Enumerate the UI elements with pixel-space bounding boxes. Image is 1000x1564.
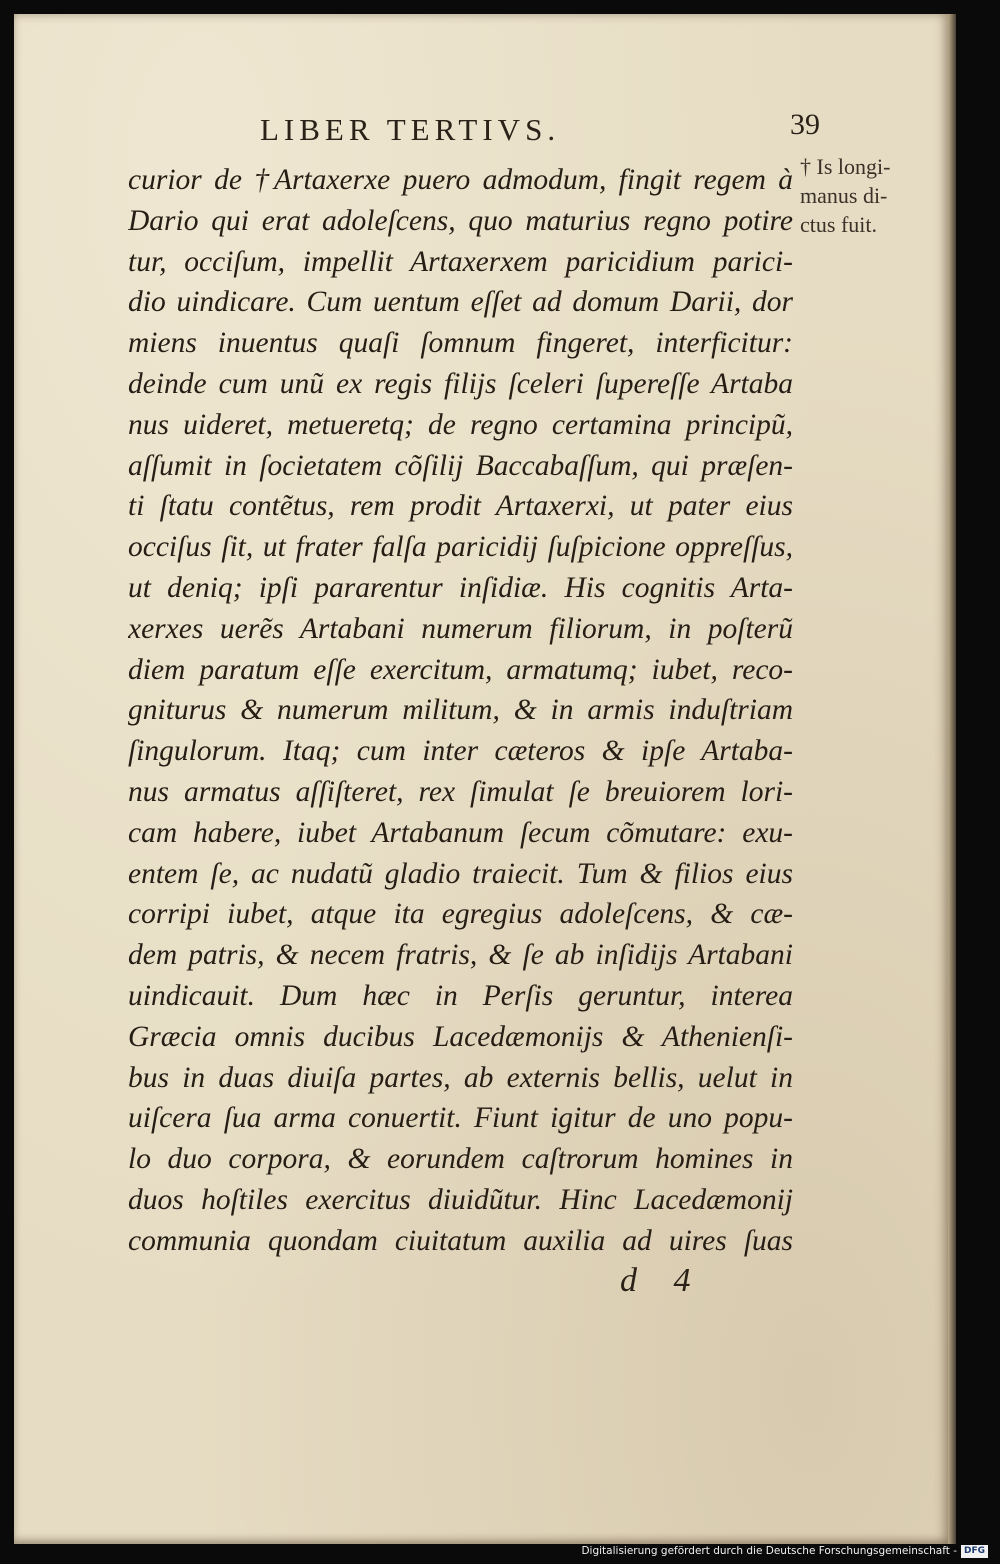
text-line: entem ſe, ac nudatũ gladio traiecit. Tum & filios eius	[128, 857, 793, 890]
text-line: communia quondam ciuitatum auxilia ad uires ſuas	[128, 1224, 793, 1257]
text-line: bus in duas diuiſa partes, ab externis bellis, uelut in	[128, 1061, 793, 1094]
text-line: lo duo corpora, & eorundem caſtrorum homines in	[128, 1143, 793, 1176]
text-line: tur, occiſum, impellit Artaxerxem paricidium parici-	[128, 245, 793, 278]
text-line: cam habere, iubet Artabanum ſecum cõmutare: exu-	[128, 816, 793, 849]
text-line: deinde cum unũ ex regis filijs ſceleri ſupereſſe Artaba	[128, 367, 793, 400]
margin-note-line: † Is longi-	[800, 154, 891, 179]
margin-note-line: ctus fuit.	[800, 212, 877, 237]
text-line: occiſus ſit, ut frater falſa paricidij ſuſpicione oppreſſus,	[128, 531, 793, 564]
digitization-credit	[581, 1542, 988, 1560]
text-line: duos hoſtiles exercitus diuidũtur. Hinc Lacedæmonij	[128, 1183, 793, 1216]
running-head: LIBER TERTIVS.	[260, 112, 561, 147]
text-line: ſingulorum. Itaq; cum inter cæteros & ipſe Artaba-	[128, 735, 793, 768]
page-number: 39	[790, 108, 820, 141]
credit-text: Digitalisierung gefördert durch die Deutsche Forschungsgemeinschaft -	[581, 1545, 957, 1557]
text-line: Dario qui erat adoleſcens, quo maturius regno potire	[128, 204, 793, 237]
text-line: diem paratum eſſe exercitum, armatumq; iubet, reco-	[128, 653, 793, 686]
text-line: uiſcera ſua arma conuertit. Fiunt igitur de uno popu-	[128, 1102, 793, 1135]
text-line: dio uindicare. Cum uentum eſſet ad domum Darii, dor	[128, 286, 793, 319]
page-edge	[948, 14, 956, 1544]
text-line: aſſumit in ſocietatem cõſilij Baccabaſſum, qui præſen-	[128, 449, 793, 482]
signature-mark: d 4	[620, 1262, 705, 1299]
text-line: xerxes uerẽs Artabani numerum filiorum, in poſterũ	[128, 612, 793, 645]
text-line: uindicauit. Dum hæc in Perſis geruntur, interea	[128, 979, 793, 1012]
text-line: curior de †Artaxerxe puero admodum, fingit regem à	[128, 164, 793, 196]
text-line: ti ſtatu contẽtus, rem prodit Artaxerxi, ut pater eius	[128, 490, 793, 523]
text-line: miens inuentus quaſi ſomnum fingeret, interficitur:	[128, 327, 793, 360]
body-text	[128, 160, 793, 1262]
text-line: Græcia omnis ducibus Lacedæmonijs & Athenienſi-	[128, 1020, 793, 1053]
page-header	[260, 108, 820, 152]
dfg-logo-icon: DFG	[961, 1545, 988, 1558]
text-line: nus uideret, metueretq; de regno certamina principũ,	[128, 408, 793, 441]
margin-note-line: manus di-	[800, 183, 888, 208]
text-line: ut deniq; ipſi pararentur inſidiæ. His cognitis Arta-	[128, 571, 793, 604]
text-line: nus armatus aſſiſteret, rex ſimulat ſe breuiorem lori-	[128, 775, 793, 808]
text-line: dem patris, & necem fratris, & ſe ab inſidijs Artabani	[128, 939, 793, 972]
text-line: corripi iubet, atque ita egregius adoleſcens, & cæ-	[128, 898, 793, 931]
margin-note	[800, 152, 940, 239]
text-line: gniturus & numerum militum, & in armis induſtriam	[128, 694, 793, 727]
